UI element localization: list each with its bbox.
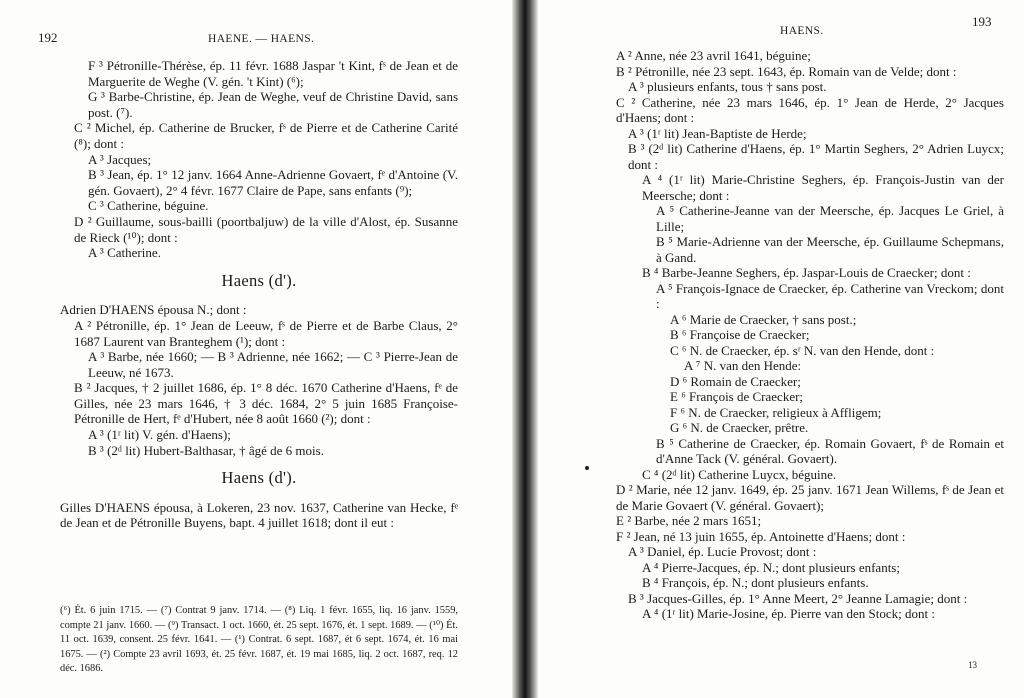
left-body <box>60 58 458 531</box>
entry-line: A ⁶ Marie de Craecker, † sans post.; <box>670 311 857 327</box>
page-number-left: 192 <box>38 30 58 45</box>
entry-line: B ⁶ Françoise de Craecker; <box>670 327 810 342</box>
entry-line: F ³ Pétronille-Thérèse, ép. 11 févr. 1688 Jaspar 't Kint, fˢ de Jean et de Marguerite de Weghe (V. gén. 't Kint) (⁶); <box>88 58 458 89</box>
entry-line: B ⁵ Marie-Adrienne van der Meersche, ép. Guillaume Schepmans, à Gand. <box>656 234 1004 265</box>
entry-line: A ⁷ N. van den Hende: <box>684 358 802 373</box>
entry-line: D ⁶ Romain de Craecker; <box>670 373 801 389</box>
entry-line: E ⁶ François de Craecker; <box>670 389 804 404</box>
section-heading: Haens (d'). <box>221 270 297 290</box>
entry-line: F ² Jean, né 13 juin 1655, ép. Antoinette d'Haens; dont : <box>616 528 906 544</box>
entry-line: A ² Pétronille, ép. 1° Jean de Leeuw, fˢ de Pierre et de Barbe Claus, 2° 1687 Laurent van Branteghem (¹); dont : <box>74 317 458 349</box>
running-head-right: HAENS. <box>780 25 824 37</box>
entry-line: A ³ (1ʳ lit) V. gén. d'Haens); <box>88 427 231 443</box>
entry-line: B ² Pétronille, née 23 sept. 1643, ép. Romain van de Velde; dont : <box>616 63 957 79</box>
entry-line: C ³ Catherine, béguine. <box>88 198 209 214</box>
entry-line: B ³ (2ᵈ lit) Hubert-Balthasar, † âgé de 6 mois. <box>88 442 324 458</box>
entry-line: A ⁴ (1ʳ lit) Marie-Christine Seghers, ép. François-Justin van der Meersche; dont : <box>642 172 1004 203</box>
entry-line: A ³ plusieurs enfants, tous † sans post. <box>628 79 827 94</box>
entry-line: Gilles D'HAENS épousa, à Lokeren, 23 nov. 1637, Catherine van Hecke, fᵉ de Jean et de Pétronille Buyens, bapt. 4 juillet 1618; dont il eut : <box>60 499 458 531</box>
entry-line: C ² Michel, ép. Catherine de Brucker, fˢ de Pierre et de Catherine Carité (⁸); dont : <box>74 120 458 151</box>
entry-line: C ⁴ (2ᵈ lit) Catherine Luycx, béguine. <box>642 466 837 482</box>
entry-line: A ⁵ Catherine-Jeanne van der Meersche, ép. Jacques Le Griel, à Lille; <box>656 203 1004 234</box>
entry-line: A ⁴ (1ʳ lit) Marie-Josine, ép. Pierre van den Stock; dont : <box>642 606 935 621</box>
entry-line: E ² Barbe, née 2 mars 1651; <box>616 513 762 528</box>
entry-line: A ² Anne, née 23 avril 1641, béguine; <box>616 48 811 63</box>
entry-line: A ³ (1ʳ lit) Jean-Baptiste de Herde; <box>628 125 807 141</box>
entry-line: A ³ Catherine. <box>88 245 161 261</box>
entry-line: G ³ Barbe-Christine, ép. Jean de Weghe, veuf de Christine David, sans post. (⁷). <box>88 89 458 120</box>
entry-line: Adrien D'HAENS épousa N.; dont : <box>60 302 247 318</box>
entry-line: C ² Catherine, née 23 mars 1646, ép. 1° Jean de Herde, 2° Jacques d'Haens; dont : <box>616 94 1004 125</box>
entry-line: B ³ Jacques-Gilles, ép. 1° Anne Meert, 2° Jeanne Lamagie; dont : <box>628 590 968 606</box>
entry-line: B ³ Jean, ép. 1° 12 janv. 1664 Anne-Adrienne Govaert, fᵉ d'Antoine (V. gén. Govaert), 2° 4 févr. 1677 Claire de Pape, sans enfants (⁹); <box>88 167 458 198</box>
entry-line: A ³ Jacques; <box>88 151 152 167</box>
entry-line: D ² Guillaume, sous-bailli (poortbaljuw) de la ville d'Alost, ép. Susanne de Rieck (¹⁰); dont : <box>74 213 458 245</box>
entry-line: C ⁶ N. de Craecker, ép. sʳ N. van den Hende, dont : <box>670 342 935 358</box>
running-head-left: HAENE. — HAENS. <box>208 33 315 45</box>
entry-line: G ⁶ N. de Craecker, prêtre. <box>670 420 809 435</box>
entry-line: A ⁴ Pierre-Jacques, ép. N.; dont plusieurs enfants; <box>642 559 900 575</box>
page-number-right: 193 <box>972 14 992 29</box>
right-page <box>538 0 1024 698</box>
entry-line: F ⁶ N. de Craecker, religieux à Affligem; <box>670 404 882 420</box>
right-body <box>616 48 1004 622</box>
entry-line: B ⁵ Catherine de Craecker, ép. Romain Govaert, fˢ de Romain et d'Anne Tack (V. général. Govaert). <box>656 435 1004 466</box>
book-gutter <box>512 0 538 698</box>
section-heading: Haens (d'). <box>221 468 297 488</box>
entry-line: B ² Jacques, † 2 juillet 1686, ép. 1° 8 déc. 1670 Catherine d'Haens, fᵉ de Gilles, née 23 mars 1646, † 3 déc. 1684, 2° 5 juin 1685 Françoise-Pétronille de Hert, fᵉ d'Hubert, née 8 août 1660 (²); dont : <box>74 380 458 427</box>
entry-line: B ³ (2ᵈ lit) Catherine d'Haens, ép. 1° Martin Seghers, 2° Adrien Luycx; dont : <box>628 141 1004 172</box>
entry-line: B ⁴ Barbe-Jeanne Seghers, ép. Jaspar-Louis de Craecker; dont : <box>642 265 971 280</box>
entry-line: A ³ Daniel, ép. Lucie Provost; dont : <box>628 544 817 559</box>
entry-line: D ² Marie, née 12 janv. 1649, ép. 25 janv. 1671 Jean Willems, fˢ de Jean et de Marie Govaert (V. général. Govaert); <box>616 482 1004 513</box>
footnotes <box>60 604 458 677</box>
ink-speck <box>585 466 589 470</box>
entry-line: B ⁴ François, ép. N.; dont plusieurs enfants. <box>642 575 869 590</box>
entry-line: A ³ Barbe, née 1660; — B ³ Adrienne, née 1662; — C ³ Pierre-Jean de Leeuw, né 1673. <box>88 349 458 380</box>
entry-line: A ⁵ François-Ignace de Craecker, ép. Catherine van Vreckom; dont : <box>656 280 1004 311</box>
signature-mark: 13 <box>968 660 977 670</box>
footnote-text: (⁶) Ét. 6 juin 1715. — (⁷) Contrat 9 janv. 1714. — (⁸) Liq. 1 févr. 1655, liq. 16 janv. 1559, compte 21 janv. 1660. — (⁹) Transact. 1 oct. 1660, ét. 25 sept. 1676, ét. 1 sept. 1689. — (¹⁰) Ét. 11 oct. 1639, consent. 25 févr. 1641. — (¹) Contrat. 6 sept. 1687, ét 6 sept. 1674, ét. 16 mai 1675. — (²) Compte 23 avril 1693, ét. 25 févr. 1687, ét. 19 mai 1685, liq. 2 oct. 1687, req. 12 déc. 1686. <box>60 605 458 674</box>
